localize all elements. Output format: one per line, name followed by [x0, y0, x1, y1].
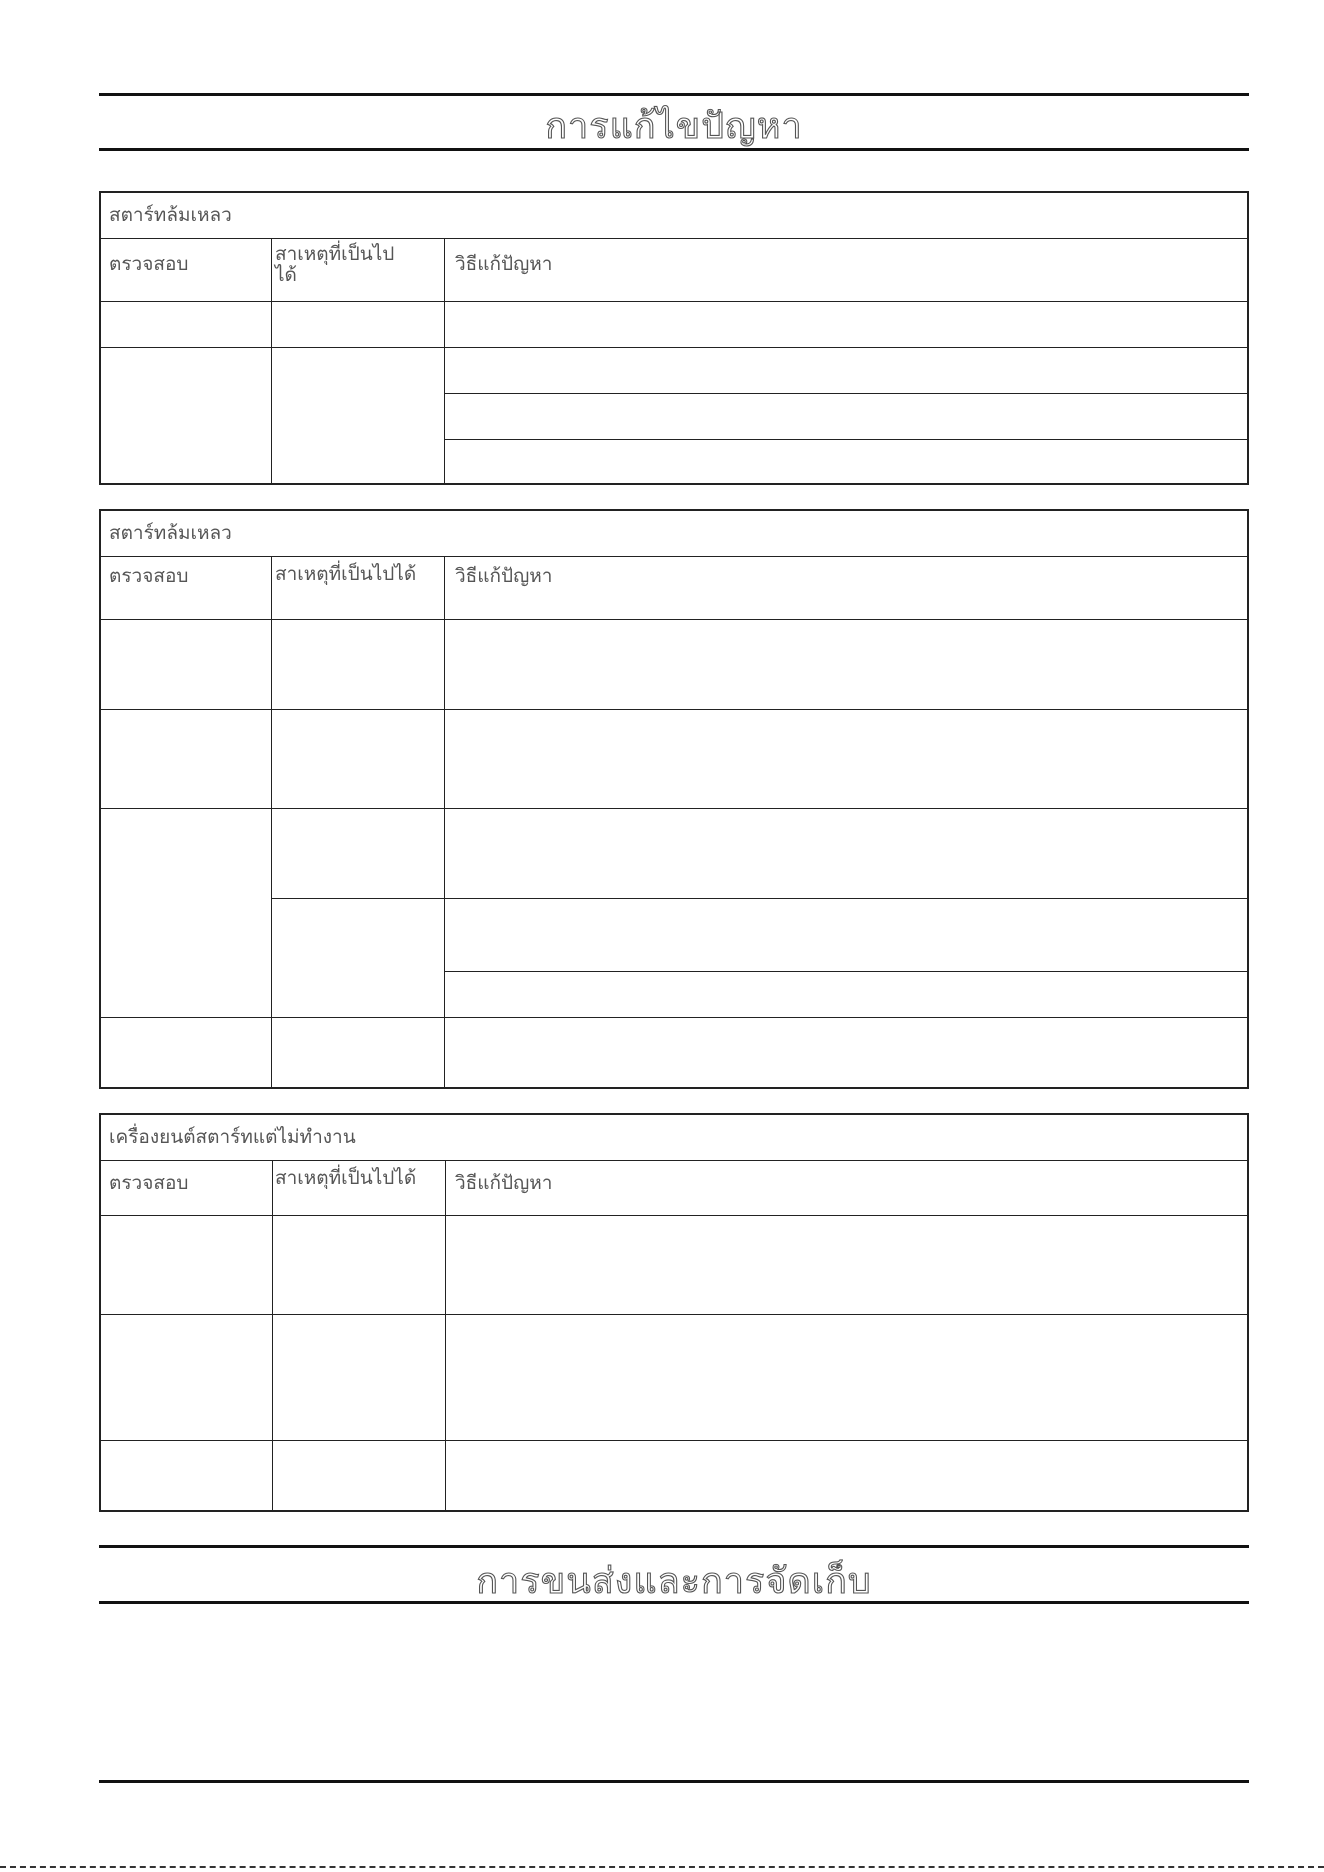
header-solution: วิธีแก้ปัญหา	[455, 1172, 553, 1194]
section-title-transport: การขนส่งและการจัดเก็บ	[476, 1561, 872, 1602]
row-divider	[444, 393, 1247, 394]
header-check: ตรวจสอบ	[109, 253, 189, 275]
troubleshoot-table-2	[99, 509, 1249, 1089]
header-check: ตรวจสอบ	[109, 565, 189, 587]
row-divider	[101, 556, 1247, 557]
row-divider	[101, 709, 1247, 710]
column-divider	[272, 1160, 273, 1510]
row-divider	[101, 347, 1247, 348]
header-cause: สาเหตุที่เป็นไป ได้	[275, 243, 395, 286]
column-divider	[444, 238, 445, 483]
troubleshoot-table-3	[99, 1113, 1249, 1512]
column-divider	[271, 556, 272, 1087]
column-divider	[444, 556, 445, 1087]
column-divider	[271, 238, 272, 483]
page-edge-dashes	[0, 1866, 1324, 1868]
section-underline	[99, 1601, 1249, 1604]
row-divider	[101, 619, 1247, 620]
row-divider	[271, 898, 1247, 899]
header-solution: วิธีแก้ปัญหา	[455, 253, 553, 275]
table-caption: สตาร์ทล้มเหลว	[109, 204, 232, 226]
row-divider	[101, 1017, 1247, 1018]
header-check: ตรวจสอบ	[109, 1172, 189, 1194]
top-rule	[99, 93, 1249, 96]
section-top-rule	[99, 1545, 1249, 1548]
header-cause: สาเหตุที่เป็นไปได้	[275, 563, 417, 585]
row-divider	[101, 238, 1247, 239]
title-underline	[99, 148, 1249, 151]
page-title: การแก้ไขปัญหา	[545, 106, 803, 147]
page-bottom-rule	[99, 1780, 1249, 1783]
table-caption: เครื่องยนต์สตาร์ทแต่ไม่ทำงาน	[109, 1126, 356, 1148]
header-solution: วิธีแก้ปัญหา	[455, 565, 553, 587]
row-divider	[444, 439, 1247, 440]
row-divider	[444, 971, 1247, 972]
header-cause: สาเหตุที่เป็นไปได้	[275, 1167, 417, 1189]
troubleshoot-table-1	[99, 191, 1249, 485]
row-divider	[101, 808, 1247, 809]
column-divider	[445, 1160, 446, 1510]
table-caption: สตาร์ทล้มเหลว	[109, 522, 232, 544]
row-divider	[101, 301, 1247, 302]
